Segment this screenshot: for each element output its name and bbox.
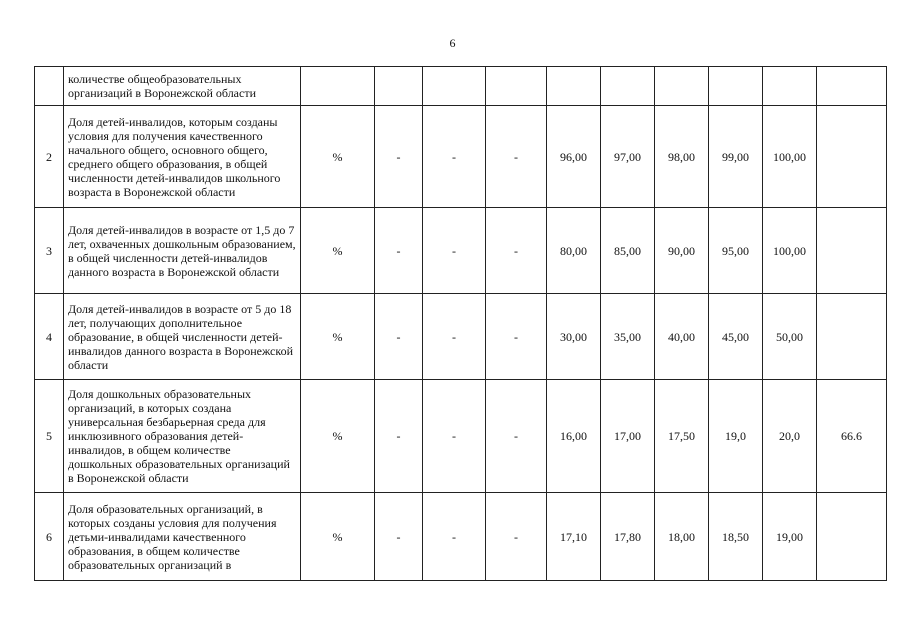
base-value-cell: -: [423, 106, 486, 208]
extra-value-cell: [817, 493, 887, 581]
target-value-cell: 17,10: [547, 493, 601, 581]
extra-value-cell: [817, 67, 887, 106]
target-value-cell: [655, 67, 709, 106]
table-row: [35, 294, 887, 380]
base-value-cell: -: [486, 106, 547, 208]
extra-value-cell: [817, 106, 887, 208]
indicator-description: Доля детей-инвалидов в возрасте от 1,5 до 7 лет, охваченных дошкольным образованием, в общей численности детей-инвалидов данного возраста в Воронежской области: [64, 208, 301, 294]
target-value-cell: 100,00: [763, 208, 817, 294]
unit-cell: %: [301, 380, 375, 493]
target-value-cell: 95,00: [709, 208, 763, 294]
base-value-cell: [375, 67, 423, 106]
target-value-cell: 96,00: [547, 106, 601, 208]
extra-value-cell: [817, 208, 887, 294]
indicators-table: [34, 66, 887, 581]
target-value-cell: 35,00: [601, 294, 655, 380]
base-value-cell: -: [486, 493, 547, 581]
target-value-cell: 16,00: [547, 380, 601, 493]
target-value-cell: 85,00: [601, 208, 655, 294]
target-value-cell: 99,00: [709, 106, 763, 208]
target-value-cell: 80,00: [547, 208, 601, 294]
target-value-cell: 18,50: [709, 493, 763, 581]
unit-cell: %: [301, 208, 375, 294]
base-value-cell: -: [423, 380, 486, 493]
row-number: 2: [35, 106, 64, 208]
unit-cell: [301, 67, 375, 106]
target-value-cell: 97,00: [601, 106, 655, 208]
base-value-cell: -: [423, 208, 486, 294]
target-value-cell: 18,00: [655, 493, 709, 581]
row-number: 3: [35, 208, 64, 294]
target-value-cell: 40,00: [655, 294, 709, 380]
base-value-cell: -: [375, 294, 423, 380]
base-value-cell: -: [423, 294, 486, 380]
row-number: [35, 67, 64, 106]
target-value-cell: 17,80: [601, 493, 655, 581]
table-row: [35, 380, 887, 493]
base-value-cell: -: [375, 208, 423, 294]
target-value-cell: 50,00: [763, 294, 817, 380]
target-value-cell: 45,00: [709, 294, 763, 380]
target-value-cell: [709, 67, 763, 106]
target-value-cell: 98,00: [655, 106, 709, 208]
base-value-cell: -: [486, 294, 547, 380]
unit-cell: %: [301, 106, 375, 208]
table-row: [35, 106, 887, 208]
unit-cell: %: [301, 493, 375, 581]
target-value-cell: 90,00: [655, 208, 709, 294]
base-value-cell: -: [486, 208, 547, 294]
indicator-description: Доля дошкольных образовательных организаций, в которых создана универсальная безбарьерная среда для инклюзивного образования детей-инвалидов, в общем количестве дошкольных образовательных организаций в Воронежской области: [64, 380, 301, 493]
row-number: 5: [35, 380, 64, 493]
row-number: 6: [35, 493, 64, 581]
target-value-cell: 30,00: [547, 294, 601, 380]
table-row: [35, 67, 887, 106]
page-number: 6: [449, 36, 456, 50]
target-value-cell: 20,0: [763, 380, 817, 493]
target-value-cell: 17,50: [655, 380, 709, 493]
target-value-cell: 19,0: [709, 380, 763, 493]
target-value-cell: [601, 67, 655, 106]
target-value-cell: 100,00: [763, 106, 817, 208]
target-value-cell: [547, 67, 601, 106]
base-value-cell: [423, 67, 486, 106]
base-value-cell: -: [375, 380, 423, 493]
extra-value-cell: [817, 294, 887, 380]
base-value-cell: -: [486, 380, 547, 493]
target-value-cell: 19,00: [763, 493, 817, 581]
target-value-cell: 17,00: [601, 380, 655, 493]
row-number: 4: [35, 294, 64, 380]
base-value-cell: [486, 67, 547, 106]
indicator-description: Доля детей-инвалидов, которым созданы условия для получения качественного начального общего, основного общего, среднего общего образования, в общей численности детей-инвалидов школьного возраста в Воронежской области: [64, 106, 301, 208]
table-row: [35, 208, 887, 294]
base-value-cell: -: [375, 106, 423, 208]
unit-cell: %: [301, 294, 375, 380]
base-value-cell: -: [423, 493, 486, 581]
base-value-cell: -: [375, 493, 423, 581]
target-value-cell: [763, 67, 817, 106]
indicator-description: количестве общеобразовательных организаций в Воронежской области: [64, 67, 301, 106]
extra-value-cell: 66.6: [817, 380, 887, 493]
table-row: [35, 493, 887, 581]
indicator-description: Доля образовательных организаций, в которых созданы условия для получения детьми-инвалидами качественного образования, в общем количестве образовательных организаций в: [64, 493, 301, 581]
indicator-description: Доля детей-инвалидов в возрасте от 5 до 18 лет, получающих дополнительное образование, в общей численности детей-инвалидов данного возраста в Воронежской области: [64, 294, 301, 380]
